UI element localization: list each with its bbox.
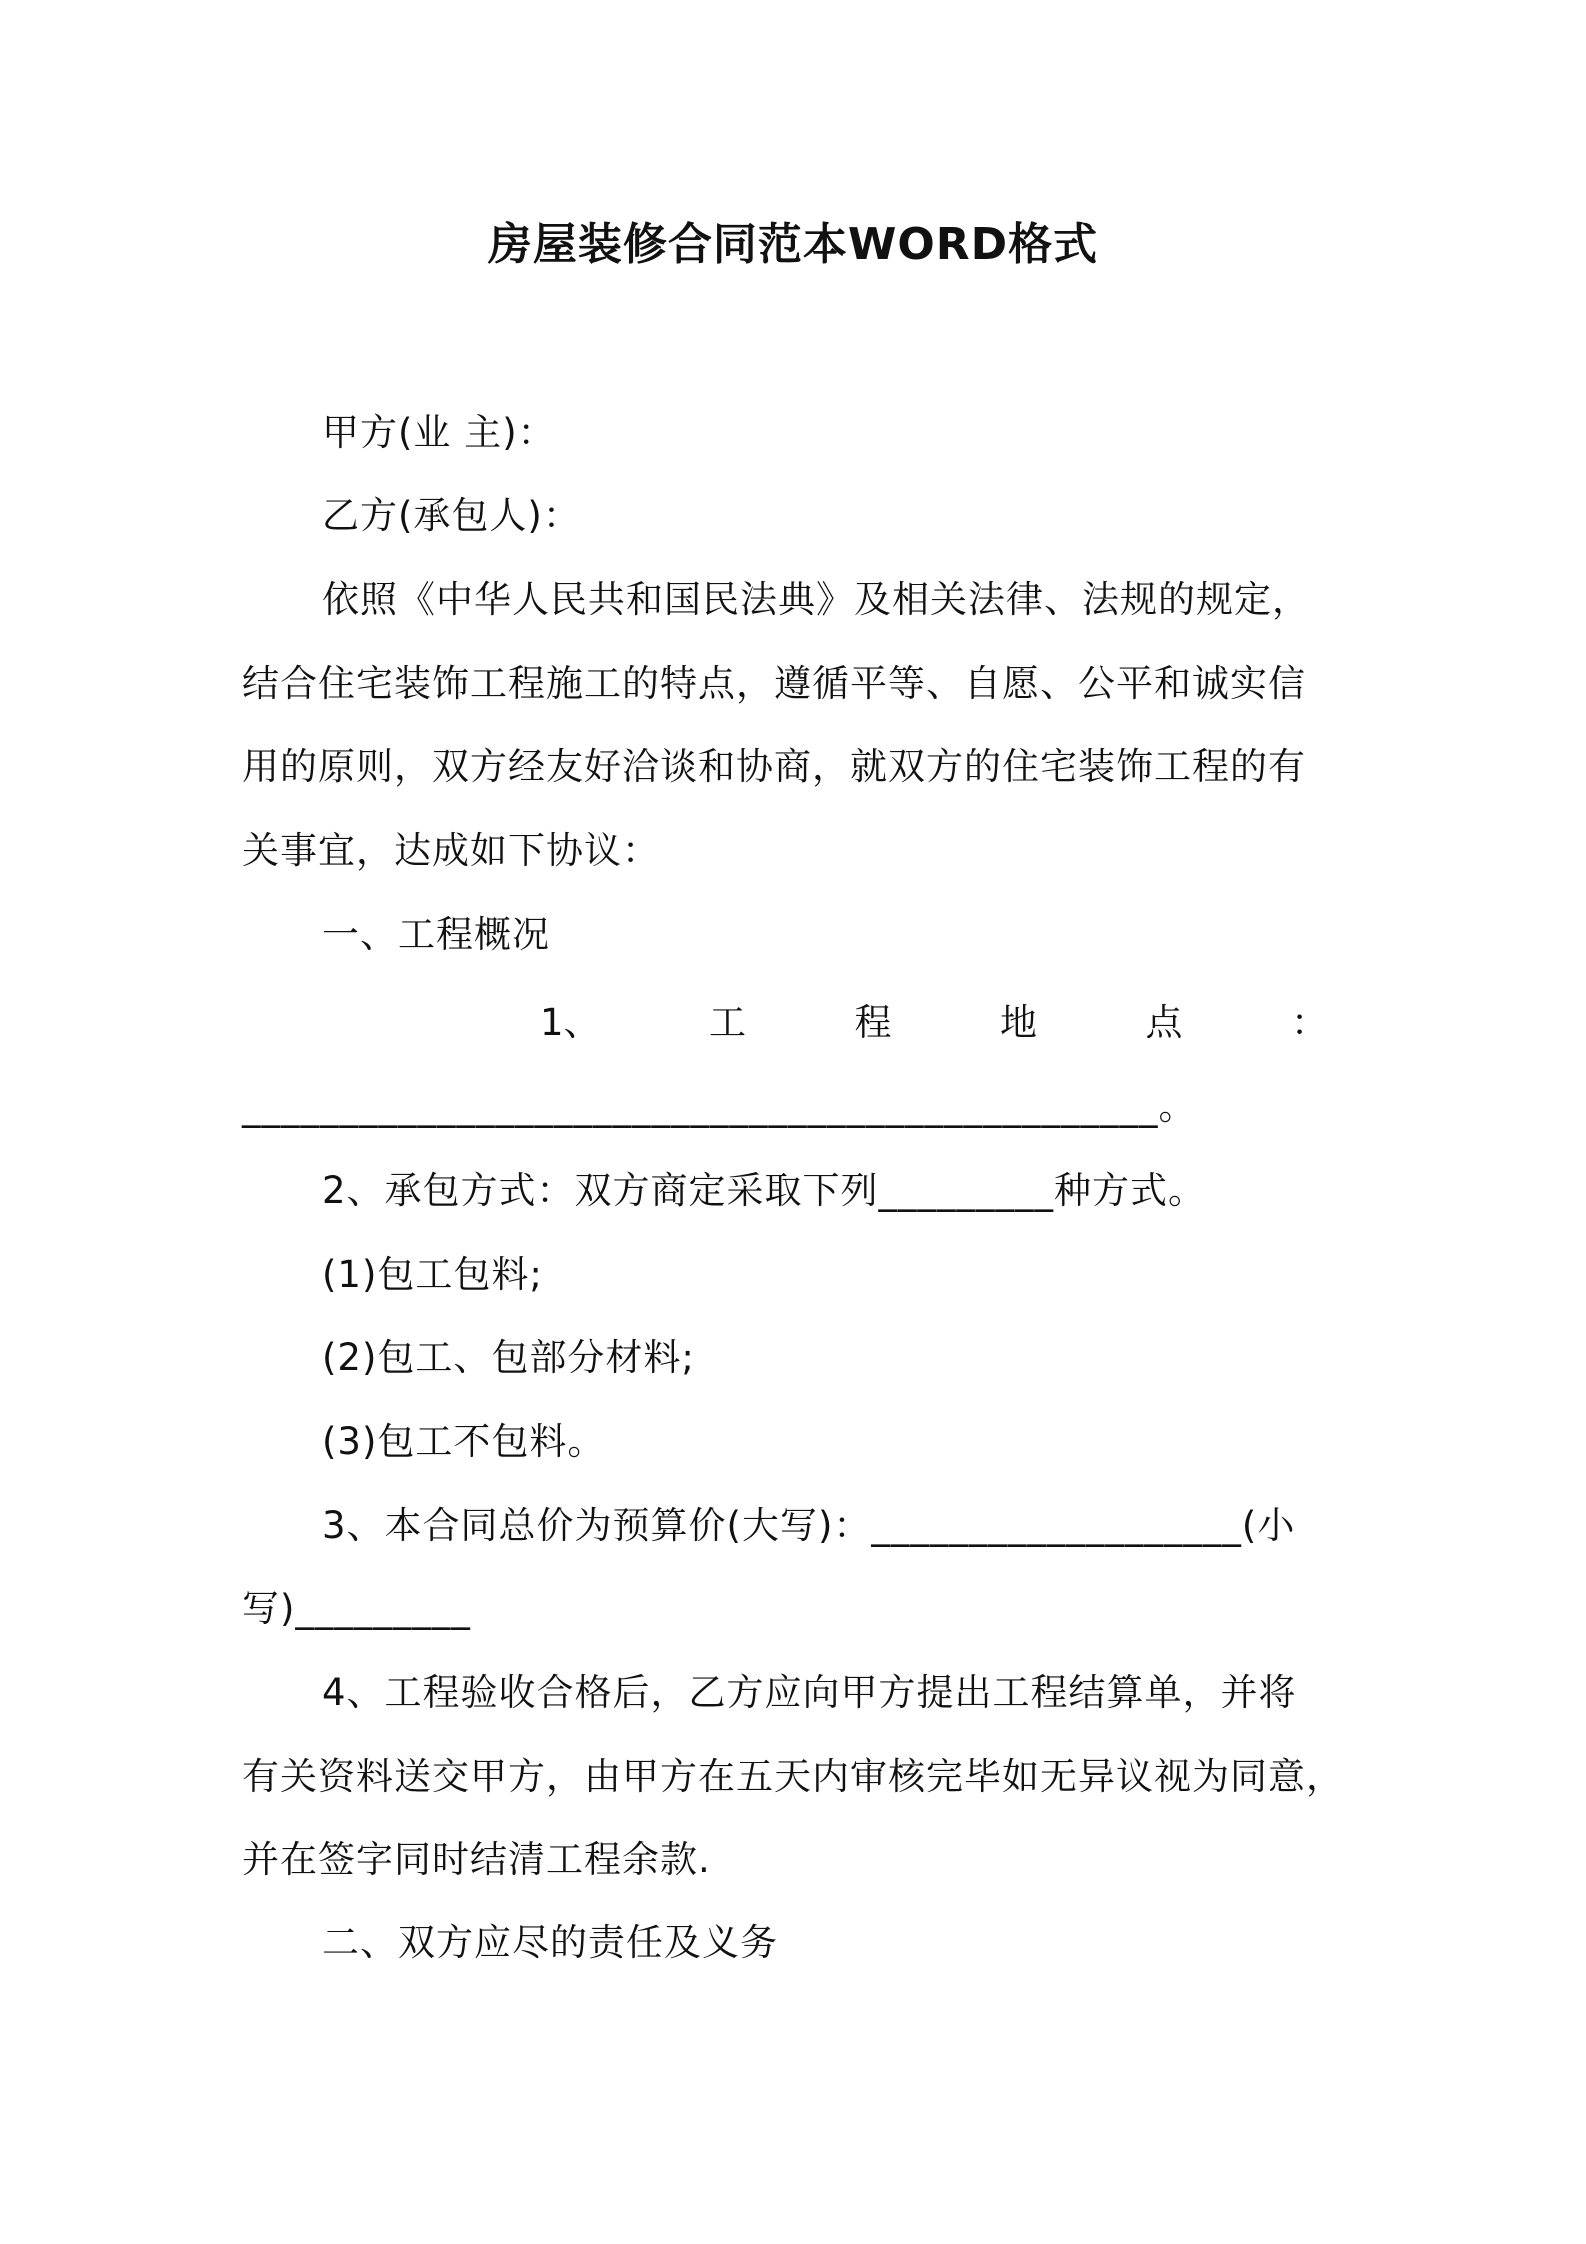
item-4-acceptance-line-1: 4、工程验收合格后，乙方应向甲方提出工程结算单，并将 (322, 1671, 1297, 1714)
item-1-char: 工 (709, 1001, 747, 1044)
document-title: 房屋装修合同范本WORD格式 (487, 219, 1099, 270)
section-heading-2: 二、双方应尽的责任及义务 (322, 1921, 778, 1964)
item-1-char: 地 (1000, 1001, 1037, 1044)
option-3: (3)包工不包料。 (322, 1420, 606, 1463)
section-heading-1: 一、工程概况 (322, 913, 550, 956)
item-3-total-price-cont: 写)_________ (242, 1587, 471, 1630)
item-2-contract-method: 2、承包方式：双方商定采取下列_________种方式。 (322, 1169, 1207, 1212)
preamble-line-1: 依照《中华人民共和国民法典》及相关法律、法规的规定， (322, 578, 1310, 621)
preamble-line-2: 结合住宅装饰工程施工的特点，遵循平等、自愿、公平和诚实信 (242, 662, 1306, 705)
item-1-char: 点 (1145, 1001, 1183, 1044)
item-3-total-price: 3、本合同总价为预算价(大写)：___________________(小 (322, 1504, 1296, 1547)
party-b-line: 乙方(承包人)： (322, 494, 581, 537)
item-4-acceptance-line-3: 并在签字同时结清工程余款. (242, 1838, 711, 1881)
preamble-line-3: 用的原则，双方经友好洽谈和协商，就双方的住宅装饰工程的有 (242, 745, 1306, 788)
item-1-number: 1、 (540, 1001, 601, 1044)
item-1-colon: ： (1290, 1001, 1328, 1044)
item-4-acceptance-line-2: 有关资料送交甲方，由甲方在五天内审核完毕如无异议视为同意， (242, 1755, 1344, 1798)
option-2: (2)包工、包部分材料; (322, 1336, 695, 1379)
item-1-project-location (540, 998, 1328, 1048)
party-a-line: 甲方(业 主)： (322, 411, 556, 454)
preamble-line-4: 关事宜，达成如下协议： (242, 829, 660, 872)
option-1: (1)包工包料; (322, 1253, 543, 1296)
item-1-char: 程 (854, 1001, 892, 1044)
item-1-blank-line: _______________________________________________。 (242, 1085, 1197, 1128)
